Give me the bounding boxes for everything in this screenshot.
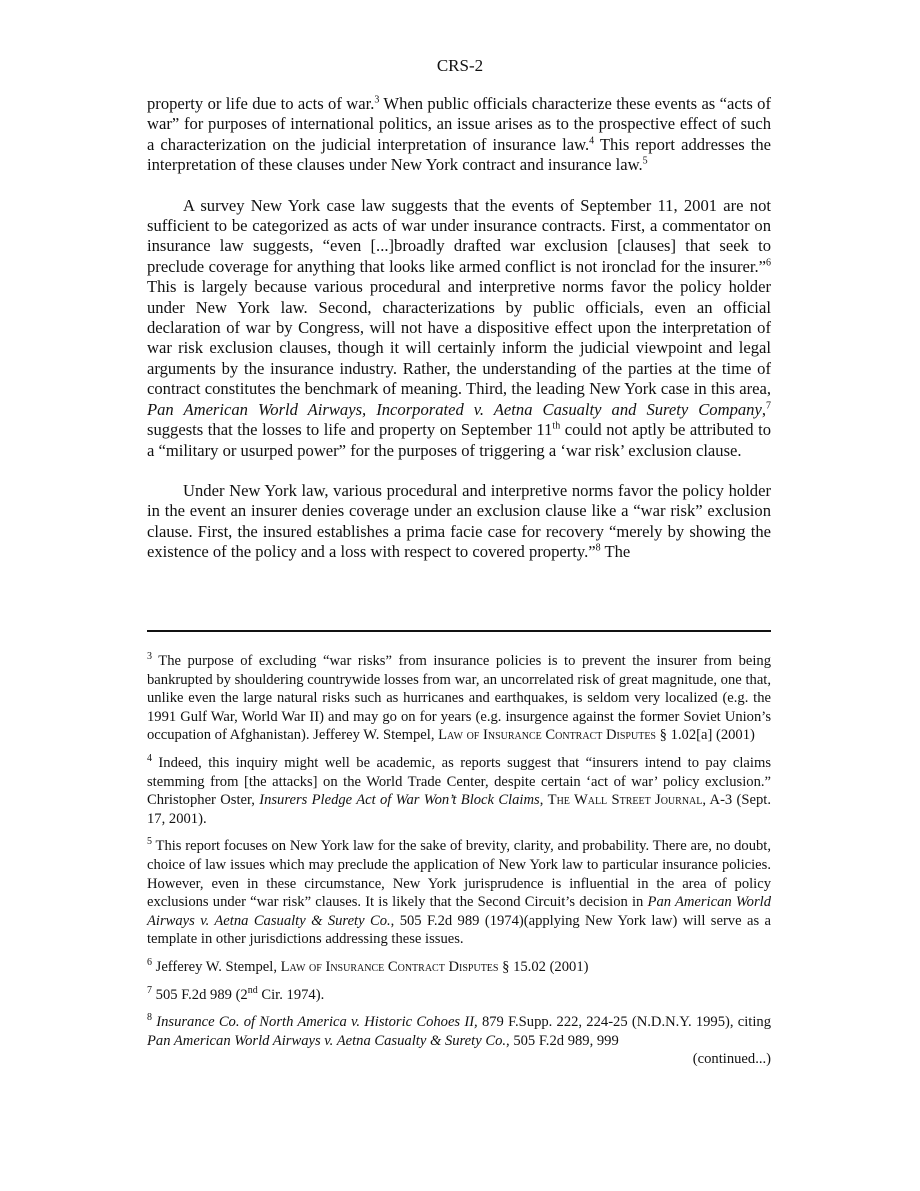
footnote-separator [147,630,771,632]
paragraph-2: A survey New York case law suggests that the events of September 11, 2001 are not sufficient to be categorized as acts of war under insurance contracts. First, a commentator on insurance law suggests, “even [...]broadly drafted war exclusion [clauses] that seek to preclude coverage for anything that looks like armed conflict is not ironclad for the insurer.”$^6$ This is largely because various procedural and interpretive norms favor the policy holder under New York law. Second, characterizations by public officials, even an official declaration of war by Congress, will not have a dispositive effect upon the interpretation of war risk exclusion clauses, though it will certainly inform the judicial viewpoint and legal arguments by the insurance industry. Rather, the understanding of the parties at the time of contract constitutes the benchmark of meaning. Third, the leading New York case in this area, Pan American World Airways, Incorporated v. Aetna Casualty and Surety Company,$^7$ suggests that the losses to life and property on September 11th could not aptly be attributed to a “military or usurped power” for the purposes of triggering a ‘war risk’ exclusion clause. [147,195,771,460]
footnote-6: $^6$ Jefferey W. Stempel, Law of Insurance Contract Disputes § 15.02 (2001) [147,957,589,975]
ordinal-suffix: nd [247,984,258,996]
footnote-8: $^8$ Insurance Co. of North America v. Historic Cohoes II, 879 F.Supp. 222, 224-25 (N.D.N.Y. 1995), citing Pan American World Airways v. Aetna Casualty & Surety Co., 505 F.2d 989, 999 [147,1012,771,1049]
footnote-ref-5[interactable]: 5 [642,155,648,167]
footnote-ref-4[interactable]: 4 [589,135,595,147]
footnote-number: 8 [147,1012,152,1024]
footnote-number: 7 [147,984,152,996]
paragraph-3: Under New York law, various procedural and interpretive norms favor the policy holder in the event an insurer denies coverage under an exclusion clause like a “war risk” exclusion clause. First, the insured establishes a prima facie case for recovery “merely by showing the existence of the policy and a loss with respect to covered property.”$^8$ The [147,480,771,562]
footnote-number: 6 [147,957,152,969]
footnote-number: 4 [147,753,152,765]
footnote-5: $^5$ This report focuses on New York law for the sake of brevity, clarity, and probability. There are, no doubt, choice of law issues which may preclude the application of New York law to particular insurance policies. However, even in these circumstance, New York jurisprudence is influential in the area of policy exclusions under “war risk” clauses. It is likely that the Second Circuit’s decision in Pan American World Airways v. Aetna Casualty & Surety Co., 505 F.2d 989 (1974)(applying New York law) will serve as a template in other jurisdictions addressing these issues. [147,836,771,948]
footnote-4: $^4$ Indeed, this inquiry might well be academic, as reports suggest that “insurers intend to pay claims stemming from [the attacks] on the World Trade Center, despite certain ‘act of war’ policy exclusion.” Christopher Oster, Insurers Pledge Act of War Won’t Block Claims, The Wall Street Journal, A-3 (Sept. 17, 2001). [147,753,772,827]
footnote-ref-8[interactable]: 8 [595,542,601,554]
book-title: Law of Insurance Contract Disputes [280,958,499,975]
case-name: Insurance Co. of North America v. Historic Cohoes II, [156,1014,478,1031]
footnote-7: $^7$ 505 F.2d 989 (2nd Cir. 1974). [147,984,325,1003]
footnote-ref-7[interactable]: 7 [766,400,771,412]
ordinal-suffix: th [552,420,561,432]
case-name: Pan American World Airways, Incorporated v. Aetna Casualty and Surety Company [147,399,762,419]
paragraph-1: property or life due to acts of war.$^3$ When public officials characterize these events as “acts of war” for purposes of international politics, an issue arises as to the prospective effect of such a characterization on the judicial interpretation of insurance law.$^4$ This report addresses the interpretation of these clauses under New York contract and insurance law.$^5$ [147,94,771,175]
footnote-number: 5 [147,836,152,848]
main-body [147,94,771,583]
footnotes [147,652,771,1069]
continued-marker: (continued...) [692,1051,771,1068]
page-number-header: CRS-2 [436,56,484,75]
case-name: Pan American World Airways v. Aetna Casualty & Surety Co. [147,1032,507,1049]
footnote-ref-6[interactable]: 6 [766,257,771,269]
footnote-3: $^3$ The purpose of excluding “war risks” from insurance policies is to prevent the insurer from being bankrupted by shouldering countrywide losses from war, an uncorrelated risk of great magnitude, one that, unlike even the large natural risks such as hurricanes and earthquakes, is seldom very localized (e.g. the 1991 Gulf War, World War II) and may go on for years (e.g. insurgence against the former Soviet Union’s occupation of Afghanistan). Jefferey W. Stempel, Law of Insurance Contract Disputes § 1.02[a] (2001) [147,651,771,744]
footnote-ref-3[interactable]: 3 [374,94,380,106]
book-title: Law of Insurance Contract Disputes [438,727,656,744]
case-name: Pan American World Airways v. Aetna Casualty & Surety Co. [147,894,771,929]
article-title: Insurers Pledge Act of War Won’t Block Claims [259,792,540,809]
journal-title: The Wall Street Journal [547,792,703,809]
footnote-number: 3 [147,651,152,663]
